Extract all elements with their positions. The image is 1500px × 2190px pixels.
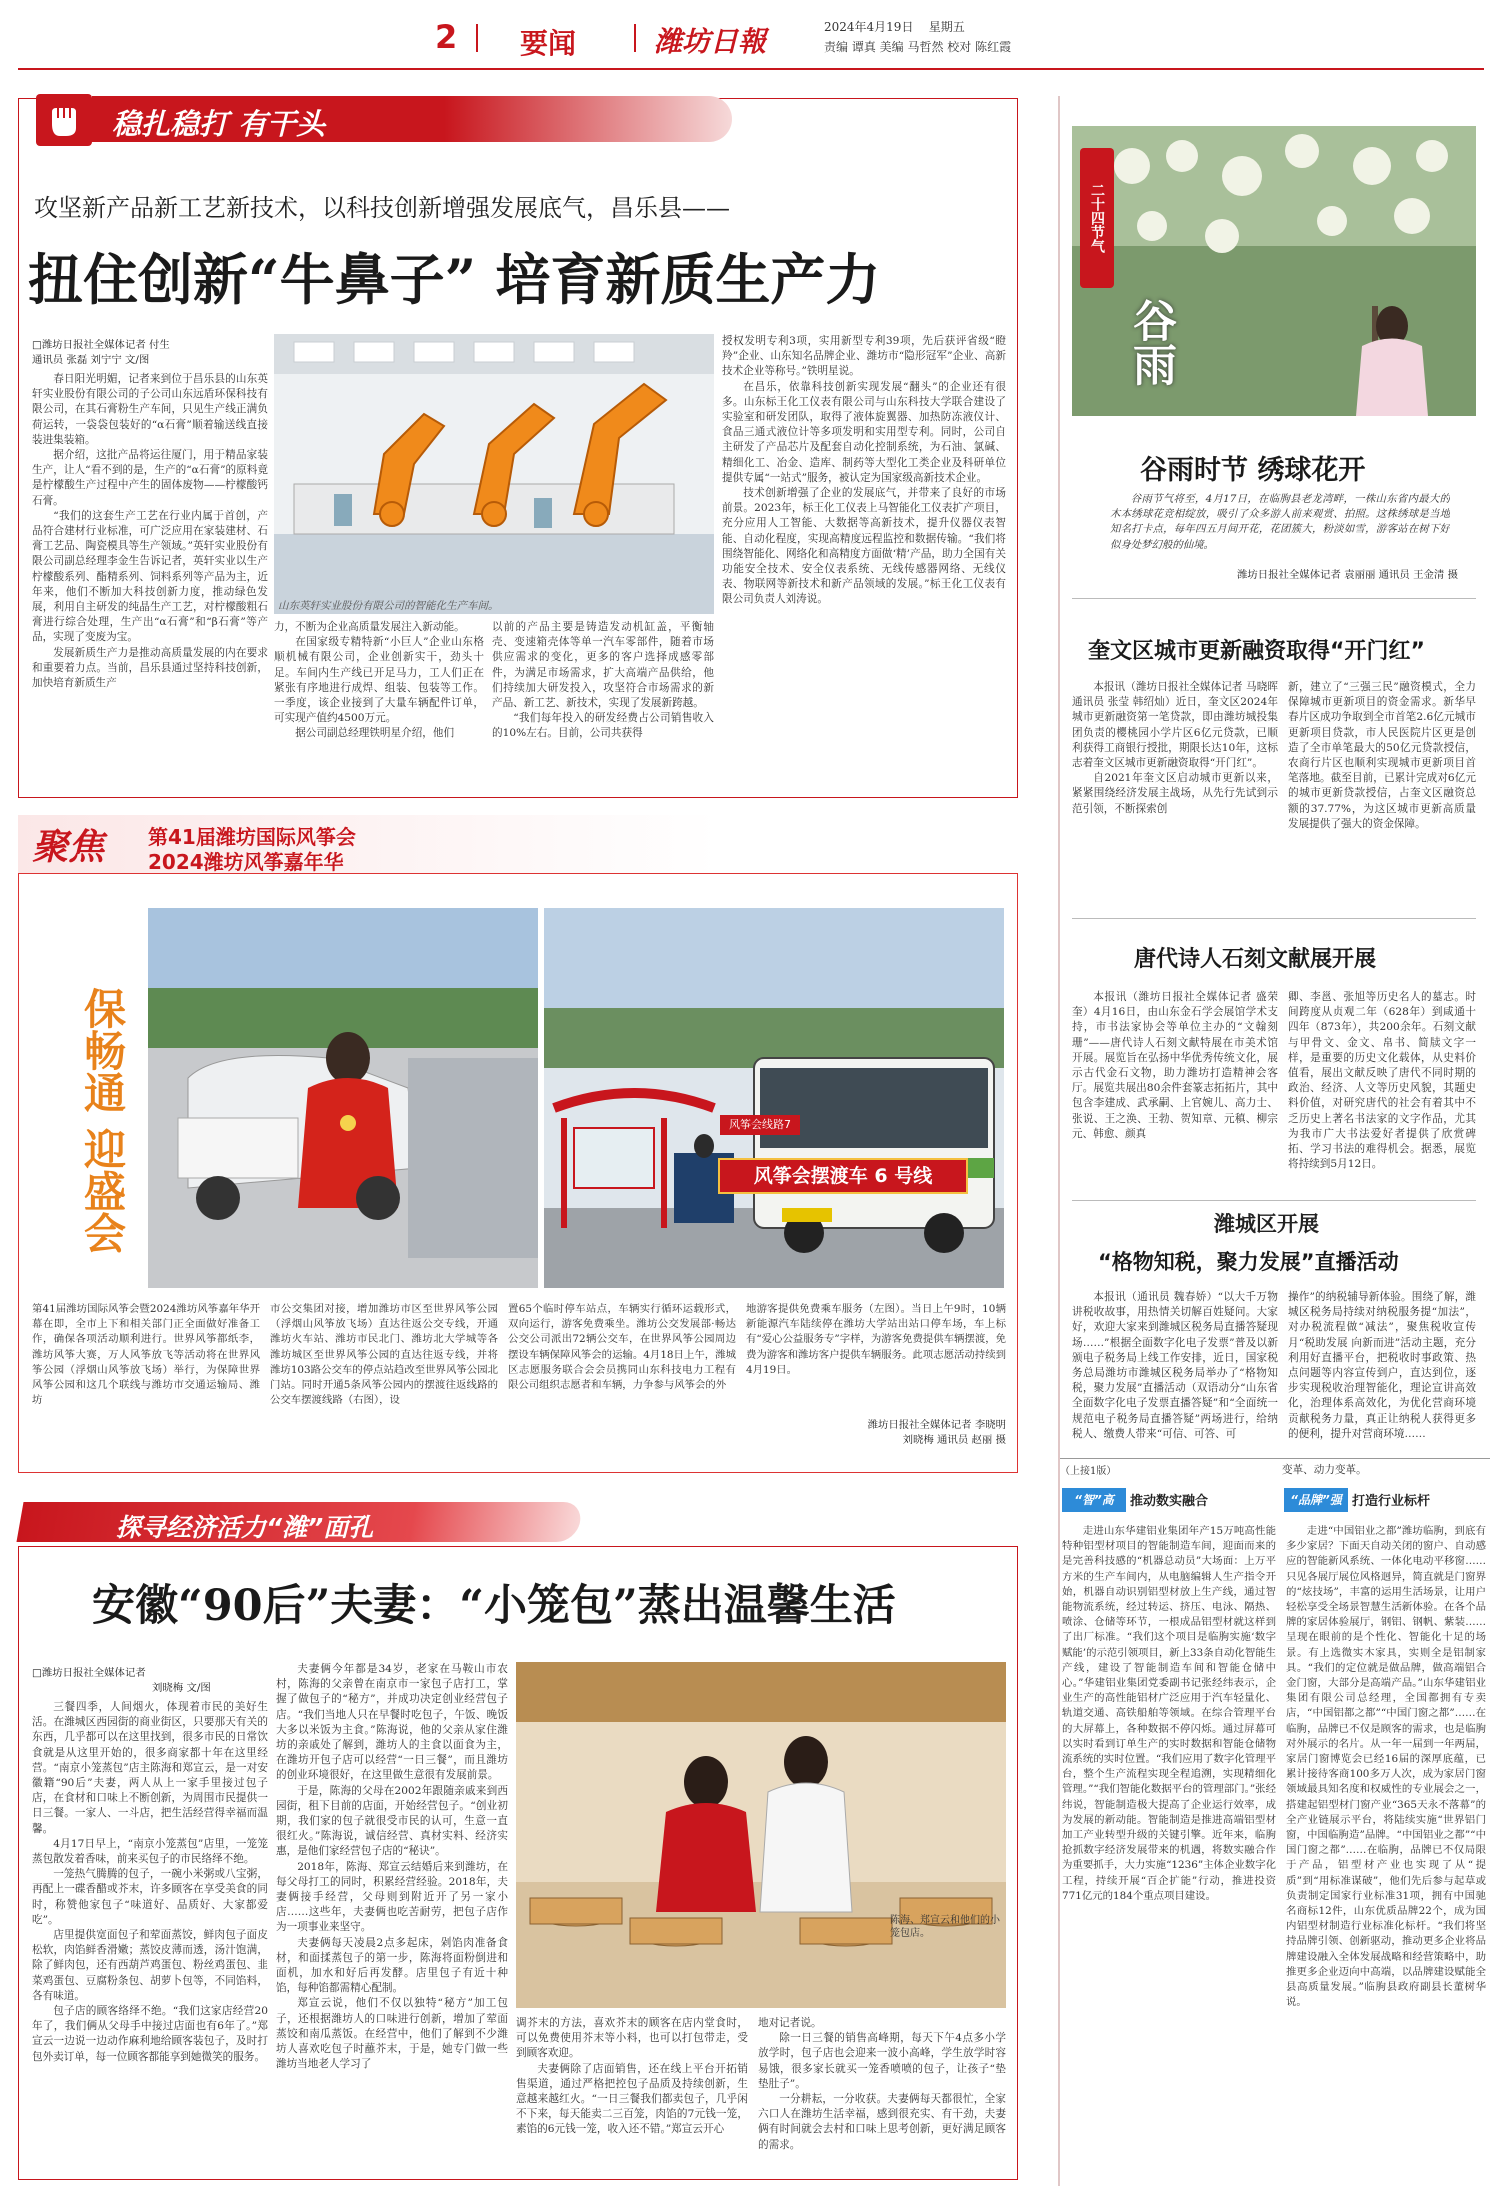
right3-col1: 本报讯（潍坊日报社全媒体记者 盛荣奎）4月16日，由山东金石学会展馆学术支持，市书法家协会等单位主办的“文翰刻珊”——唐代诗人石刻文献特展在市美术馆开展。展览旨在弘扬中华优秀传统文化，展示古代金石文物，助力潍坊打造精神会客厅。展览共展出80余件套篆志拓拓片，其中包含李建成、武承嗣、上官婉儿、高力士、张说、王之涣、王勃、贺知章、元稹、柳宗元、韩愈、颜真 bbox=[1072, 991, 1278, 1140]
divider bbox=[1060, 1458, 1490, 1459]
article2-vertical-title: 保畅通 迎盛会 bbox=[78, 986, 127, 1254]
divider bbox=[1072, 918, 1476, 919]
article1-title: 扭住创新“牛鼻子” 培育新质生产力 bbox=[28, 247, 881, 312]
article3-col1: 三餐四季，人间烟火，体现着市民的美好生活。在潍城区西园街的商业街区，只要那天有关的东西，几乎都可以在这里找到，很多市民的日常饮食就是从这里开始的，很多商家都十年在这里经营。“南京小笼蒸包”店主陈海和郑宣云，是一对安徽籍“90后”夫妻，两人从上一家手里接过包子店，在食材和口味上不断创新，为周围市民提供一日三餐。一家人、一斗店，把生活经营得幸福而温馨。 4月17日早上，“南京小笼蒸包”店里，一笼笼蒸包散发着香味，前来买包子的市民络绎不绝。 一笼热气腾腾的包子，一碗小米粥或八宝粥，再配上一碟香醋或芥末，许多顾客在享受美食的同时，称赞他家包子“味道好、品质好、大家都爱吃”。 店里提供宽面包子和荤面蒸饺，鲜肉包子面皮松软，肉馅鲜香滑嫩；蒸饺皮薄而透，汤汁饱满，除了鲜肉包，还有西葫芦鸡蛋包、粉丝鸡蛋包、韭菜鸡蛋包、豆腐粉条包、胡萝卜包等，不同馅料，各有味道。 包子店的顾客络绎不绝。“我们这家店经营20年了，我们俩从父母手中接过店面也有6年了。”郑宣云一边说一边动作麻利地给顾客装包子，及时打包外卖订单，每一位顾客都能享到她微笑的服务。 bbox=[32, 1701, 268, 2063]
editors-line: 责编 谭真 美编 马哲然 校对 陈红霞 bbox=[824, 40, 1012, 54]
right1-title: 谷雨时节 绣球花开 bbox=[1140, 455, 1366, 486]
article1-col1: 春日阳光明媚，记者来到位于昌乐县的山东英轩实业股份有限公司的子公司山东远盾环保科技有限公司，在其石膏粉生产车间，只见生产线正满负荷运转，一袋袋包装好的“α石膏”顺着输送线直接装进集装箱。 据介绍，这批产品将运往厦门，用于精品家装生产，让人“看不到的是，生产的“α石膏”的原料竟是柠檬酸生产过程中产生的固体废物——柠檬酸钙石膏。 “我们的这套生产工艺在行业内属于首创，产品符合建材行业标准，可广泛应用在家装建材、石膏工艺品、陶瓷模具等生产领域。”英轩实业股份有限公司副总经理李金生告诉记者，英轩实业以生产柠檬酸系列、酯精系列、饲料系列等产品为主，近年来，他们不断加大科技创新力度，推动绿色发展，利用自主研发的纯晶生产工艺，对柠檬酸粗石膏进行综合处理，生产出“α石膏”和“β石膏”等产品，实现了变废为宝。 发展新质生产力是推动高质量发展的内在要求和重要着力点。当前，昌乐县通过坚持科技创新，加快培育新质生产 bbox=[32, 373, 268, 690]
baozi-photo-caption: 陈海、郑宣云和他们的小笼包店。 bbox=[890, 1915, 1000, 1939]
masthead-divider bbox=[476, 24, 478, 52]
right5-col1: 走进山东华建铝业集团年产15万吨高性能特种铝型材项目的智能制造车间，迎面而来的是完善科技感的“机器总动员”大场面：上万平方米的生产车间内，从电脑编辑人生产指令开始，机器自动识别铝型材放上生产线，通过智能物流系统，经过转运、挤压、电泳、隔热、喷涂、仓储等环节，一根成品铝型材就这样到了出厂标准。“我们这个项目是临朐实施‘数字赋能’的示范引领项目，新上33条自动化智能生产线，建设了智能制造车间和智能仓储中心。”华建铝业集团党委副书记张经纬表示，企业生产的高性能铝材广泛应用于汽车轻量化、轨道交通、高铁船舶等领域。在综合管理平台的大屏幕上，各种数据不停闪烁。通过屏幕可以实时看到订单生产的实时数据和智能仓储物流系统的实时位置。“我们应用了数字化管理平台，整个生产流程实现全程追溯，实现精细化管理。”“我们智能化数据平台的管理部门。”张经纬说，智能制造极大提高了企业运行效率，成为发展的新动能。智能制造是推进高端铝型材加工产业转型升级的关键引擎。近年来，临朐抢抓数字经济发展带来的机遇，将数实融合作为重要抓手，大力实施“1236”主体企业数字化工程，持续开展“百企扩能”行动，推进投资771亿元的184个重点项目建设。 bbox=[1062, 1525, 1276, 1902]
bus-photo bbox=[544, 908, 1004, 1288]
right4-col1: 本报讯（通讯员 魏春娇）“以大千万物讲税收故事，用热情关切解百姓疑问。大家好，欢迎大家来到潍城区税务局直播答疑现场……”根据全面数字化电子发票”普及以新颁电子税务局上线工作安排，近日，国家税务总局潍坊市潍城区税务局举办了“格物知税，聚力发展”直播活动（双语动分“山东省全面数字化电子发票直播答疑”和“全面统一规范电子税务局直播答疑”两场进行，给纳税人、缴费人带来“可信、可答、可 bbox=[1072, 1291, 1278, 1440]
issue-date: 2024年4月19日 星期五 bbox=[824, 20, 965, 34]
right5-col2: 走进“中国铝业之都”潍坊临朐，到底有多少家居？下面天自动关闭的窗户、自动感应的智能新风系统、一体化电动平移窗……只见各展厅展位风格迥异，简直就是门窗界的“炫技场”，丰富的运用生活场景，让用户轻松享受全场景智慧生活新体验。在各个品牌的家居体验展厅，钢铝、钢帆、紫装……呈现在眼前的是个性化、智能化十足的场景。有上选微实木家具，实则全是铝制家具。“我们的定位就是做品牌，做高端铝合金门窗，大部分是高端产品。”山东华建铝业集团有限公司总经理，全国都拥有专卖店，“中国铝都之都”“中国门窗之都”……在临朐，品牌已不仅是顾客的需求，也是临朐对外展示的名片。从一年一届到一年两届，家居门窗博览会已经16届的深厚底蕴，已累计接待客商100多万人次，成为家居门窗领域最具知名度和权威性的专业展会之一，搭建起铝型材门窗产业“365天永不落幕”的全产业链展示平台，将陆续实施“世界铝门窗，中国临朐造”品牌。“中国铝业之都”“中国门窗之都”……在临朐，品牌已不仅局限于产品，铝型材产业也实现了从“提质”到“用标准谋破”，他们先后参与起草或负责制定国家行业标准31项，拥有中国驰名商标12件，山东优质品牌22个，成为国内铝型材制造行业标准化标杆。“我们将坚持品牌引领、创新驱动，推动更多企业将品牌建设融入全体发展战略和经营策略中，助推更多企业迈向中高端，以品牌建设赋能全县高质量发展。”临朐县政府副县长董树华说。 bbox=[1286, 1525, 1486, 2009]
badge1-title: 推动数实融合 bbox=[1130, 1494, 1209, 1509]
right3-col2: 卿、李邕、张旭等历史名人的墓志。时间跨度从贞观二年（628年）到咸通十四年（873年），共200余年。石刻文献与甲骨文、金文、帛书、简牍文字一样，是重要的历史文化载体，从史料价值看，展出文献反映了唐代不同时期的政治、经济、人文等历史风貌，其题史料价值，对研究唐代的社会有着其中不乏历史上著名书法家的文字作品，尤其为我市广大书法爱好者提供了欣赏碑拓、学习书法的难得机会。据悉，展览将持续到5月12日。 bbox=[1288, 991, 1476, 1171]
banner3 bbox=[20, 1492, 720, 1550]
article1-col3: 以前的产品主要是铸造发动机缸盖，平衡轴壳、变速箱壳体等单一汽车零部件，随着市场供应需求的变化，更多的客户选择成感零部件，为满足市场需求，扩大高端产品供给，他们持续加大研发投入，攻坚符合市场需求的新产品、新工艺、新技术，实现了发展新跨越。 “我们每年投入的研发经费占公司销售收入的10%左右。目前，公司共获得 bbox=[492, 621, 714, 740]
solar-term-name: 谷雨 bbox=[1125, 298, 1176, 386]
article2-col4: 地游客提供免费乘车服务（左图）。当日上午9时，10辆新能源汽车陆续停在潍坊大学站出站口停车场，车上标有“爱心公益服务专”字样，为游客免费提供车辆摆渡，免费为游客和潍坊客户提供车辆服务。此项志愿活动持续到4月19日。 bbox=[746, 1303, 1006, 1376]
article3-title: 安徽“90后”夫妻：“小笼包”蒸出温馨生活 bbox=[92, 1581, 896, 1631]
right4-kicker: 潍城区开展 bbox=[1214, 1212, 1319, 1236]
solar-term-tag: 二十四节气 bbox=[1080, 148, 1114, 288]
factory-photo-caption: 山东英轩实业股份有限公司的智能化生产车间。 bbox=[278, 600, 499, 612]
right2-col1: 本报讯（潍坊日报社全媒体记者 马晓晖 通讯员 张莹 韩绍灿）近日，奎文区2024年城市更新融资第一笔贷款，即由潍坊城投集团负责的樱桃园小学片区6亿元贷款，已顺利获得工商银行授批，期限长达10年，这标志着奎文区城市更新融资取得“开门红”。 自2021年奎文区启动城市更新以来，紧紧围绕经济发展主战场，从先行先试到示范引领，不断探索创 bbox=[1072, 681, 1278, 815]
article2-col2: 市公交集团对接，增加潍坊市区至世界风筝公园（浮烟山风筝放飞场）直达往返公交专线，开通潍坊火车站、潍坊市民北门、潍坊北大学城等各潍坊城区至世界风筝公园的直达往返专线，并将潍坊103路公交车的停点站趋改至世界风筝公园北门站。同时开通5条风筝公园内的摆渡往返线路的公交车摆渡线路（右图），设 bbox=[270, 1303, 498, 1407]
masthead-rule bbox=[18, 68, 1484, 70]
right1-body: 谷雨节气将至，4月17日，在临朐县老龙湾畔，一株山东省内最大的木本绣球花竞相绽放，吸引了众多游人前来观赏、拍照。这株绣球是当地知名打卡点，每年四五月间开花，花团簇大，粉淡如雪，游客站在树下好似身处梦幻般的仙境。 bbox=[1110, 493, 1450, 551]
article3-col2: 夫妻俩今年都是34岁，老家在马鞍山市农村，陈海的父亲曾在南京市一家包子店打工，掌握了做包子的“秘方”，并成功决定创业经营包子店。“我们当地人只在早餐时吃包子，午饭、晚饭大多以米饭为主食。”陈海说，他的父亲从家住潍坊的亲戚处了解到，潍坊人的主食以面食为主，在潍坊开包子店可以经营“一日三餐”，而且潍坊的创业环境很好，在这里做生意很有发展前景。 于是，陈海的父母在2002年跟随亲戚来到西园街，租下目前的店面，开始经营包子。“创业初期，我们家的包子就很受市民的认可，生意一直很红火。”陈海说，诚信经营、真材实料、经济实惠，是他们家经营包子店的“秘诀”。 2018年，陈海、郑宣云结婚后来到潍坊，在每父母打工的同时，积累经营经验。2018年，夫妻俩接手经营，父母则到附近开了另一家小店……这些年，夫妻俩也吃苦耐劳，把包子店作为一项事业来坚守。 夫妻俩每天凌晨2点多起床，剁馅肉准备食材，和面揉蒸包子的第一步，陈海将面粉倒进和面机，加水和好后再发酵。店里包子有近十种馅，每种馅都需精心配制。 郑宣云说，他们不仅以独特“秘方”加工包子，还根据潍坊人的口味进行创新，增加了荤面蒸饺和南瓜蒸饭。在经营中，他们了解到不少潍坊人喜欢吃包子时蘸芥末，于是，她专门做一些潍坊当地老人学习了 bbox=[276, 1663, 508, 2071]
badge2-title: 打造行业标杆 bbox=[1352, 1494, 1431, 1509]
article3-col4: 地对记者说。 除一日三餐的销售高峰期，每天下午4点多小学放学时，包子店也会迎来一波小高峰，学生放学时容易饿，很多家长就买一笼香喷喷的包子，让孩子“垫垫肚子”。 一分耕耘，一分收获。夫妻俩每天都很忙，全家六口人在潍坊生活幸福，感到很充实、有干劲，夫妻俩有时间就会去村和口味上思考创新，更好满足顾客的需求。 bbox=[758, 2017, 1006, 2151]
section-name: 要闻 bbox=[520, 27, 577, 60]
banner3-text: 探寻经济活力“潍”面孔 bbox=[116, 1513, 374, 1542]
banner2 bbox=[18, 815, 1018, 873]
right3-title: 唐代诗人石刻文献展开展 bbox=[1134, 947, 1377, 972]
badge-zhigao: “智”高 bbox=[1062, 1488, 1126, 1512]
article2-col1: 第41届潍坊国际风筝会暨2024潍坊风筝嘉年华开幕在即，全市上下和相关部门正全面做好准备工作，确保各项活动顺利进行。世界风筝都纸李，潍坊风筝大赛，万人风筝放飞等活动将在世界风筝公园（浮烟山风筝放飞场）举行，为保障世界风筝公园和这几个联线与潍坊市交通运输局、潍坊 bbox=[32, 1303, 260, 1407]
article1-byline: □潍坊日报社全媒体记者 付生 通讯员 张磊 刘宁宁 文/图 bbox=[32, 339, 170, 366]
volunteer-photo bbox=[148, 908, 538, 1288]
article2-col3: 置65个临时停车站点，车辆实行循环运载形式，双向运行，游客免费乘坐。潍坊公交发展部·畅达公交公司派出72辆公交车，在世界风筝公园周边摆设车辆保障风筝会的运输。4月18日上午，潍城区志愿服务联合会会员携同山东科技电力工程有限公司组织志愿者和车辆，力争参与风筝会的外 bbox=[508, 1303, 736, 1392]
article2-byline: 潍坊日报社全媒体记者 李晓明 刘晓梅 通讯员 赵丽 摄 bbox=[867, 1419, 1006, 1446]
divider bbox=[1072, 1200, 1476, 1201]
article3-col3: 调芥末的方法，喜欢芥末的顾客在店内堂食时，可以免费使用芥末等小料，也可以打包带走，受到顾客欢迎。 夫妻俩除了店面销售，还在线上平台开拓销售渠道，通过严格把控包子品质及持续创新，生意越来越红火。“一日三餐我们都卖包子，几乎闲不下来，每天能卖二三百笼，肉馅的7元钱一笼，素馅的6元钱一笼，收入还不错。”郑宣云开心 bbox=[516, 2017, 748, 2136]
badge-pinpai: “品牌”强 bbox=[1284, 1488, 1348, 1512]
article3-byline: □潍坊日报社全媒体记者 刘晓梅 文/图 bbox=[32, 1667, 211, 1694]
divider bbox=[1072, 598, 1476, 599]
banner2-line1: 第41届潍坊国际风筝会 bbox=[148, 825, 356, 849]
article1-kicker: 攻坚新产品新工艺新技术，以科技创新增强发展底气，昌乐县—— bbox=[34, 194, 730, 222]
right2-title: 奎文区城市更新融资取得“开门红” bbox=[1088, 639, 1425, 664]
article1-col4: 授权发明专利3项，实用新型专利39项，先后获评省级“瞪羚”企业、山东知名品牌企业、潍坊市“隐形冠军”企业、高新技术企业等称号。”铁明星说。 在昌乐，依靠科技创新实现发展“翻头”的企业还有很多。山东标王化工仪表有限公司与山东科技大学联合建设了实验室和研发团队，取得了液体旋翼器、加热防冻液仪计、食品三通式液位计等多项发明和实用型专利。同时，公司自主研发了产品芯片及配套自动化控制系统，为石油、氯碱、精细化工、冶金、造库、制药等大型化工类企业及科研单位提供专属“一站式”服务，被认定为国家级高新技术企业。 技术创新增强了企业的发展底气，并带来了良好的市场前景。2023年，标王化工仪表上马智能化工仪表扩产项目，充分应用人工智能、大数据等高新技术，提升仪器仪表智能、自动化程度，实现高精度远程监控和数据传输。“我们将围绕智能化、网络化和高精度方面做‘精’产品，助力全国有关功能安全技术、安全仪表系统、无线传感器网络、无线仪表、物联网等新技术和新产品领域的发展。”标王化工仪表有限公司负责人刘涛说。 bbox=[722, 335, 1006, 606]
bus-route-sign: 风筝会线路7 bbox=[720, 1115, 800, 1135]
right1-credit: 潍坊日报社全媒体记者 袁丽丽 通讯员 王金清 摄 bbox=[1236, 569, 1458, 581]
continued-note: （上接1版） bbox=[1060, 1466, 1117, 1477]
right4-title: “格物知税，聚力发展”直播活动 bbox=[1098, 1250, 1399, 1274]
page-number: 2 bbox=[435, 18, 458, 56]
continued-head: 变革、动力变革。 bbox=[1282, 1464, 1367, 1476]
masthead-divider-2 bbox=[634, 24, 636, 52]
factory-photo bbox=[274, 334, 714, 614]
banner1 bbox=[28, 88, 748, 148]
right4-col2: 操作”的纳税辅导新体验。围绕了解，潍城区税务局持续对纳税服务提“加法”，对办税流程做“减法”，聚焦税收宣传月“税助发展 向新而进”活动主题，充分利用好直播平台，把税收时事政策、热点问题等内容宣传到户，直达到位，逐步实现税收治理智能化，理论宣讲高效化，治理体系高效化，为优化营商环境贡献税务力量，真正让纳税人获得更多的便利，提升对营商环境…… bbox=[1288, 1291, 1476, 1440]
banner2-line2: 2024潍坊风筝嘉年华 bbox=[148, 850, 344, 874]
masthead bbox=[0, 0, 1500, 72]
banner2-logo: 聚焦 bbox=[32, 826, 105, 868]
article1-col2: 力，不断为企业高质量发展注入新动能。 在国家级专精特新“小巨人”企业山东格顺机械有限公司，企业创新实干，劲头十足。车间内生产线已开足马力，工人们正在紧张有序地进行成焊、组装、包装等工作。一季度，该企业接到了大量车辆配件订单，可实现产值约4500万元。 据公司副总经理铁明星介绍，他们 bbox=[274, 621, 484, 740]
right-column-divider bbox=[1058, 96, 1060, 2186]
bus-sign: 风筝会摆渡车 6 号线 bbox=[718, 1158, 968, 1194]
fist-icon bbox=[36, 94, 92, 146]
right2-col2: 新，建立了“三强三民”融资模式，全力保障城市更新项目的资金需求。新华早春片区成功争取到全市首笔2.6亿元城市更新项目贷款，市人民医院片区更是创造了全市单笔最大的50亿元贷款授信，农商行片区也顺利实现城市更新项目首笔落地。截至目前，已累计完成对6亿元的城市更新贷款授信，占奎文区融资总额的37.77%，为这区城市更新高质量发展提供了强大的资金保障。 bbox=[1288, 681, 1476, 830]
banner1-text: 稳扎稳打 有干头 bbox=[112, 107, 326, 141]
paper-logo: 潍坊日報 bbox=[654, 25, 767, 58]
